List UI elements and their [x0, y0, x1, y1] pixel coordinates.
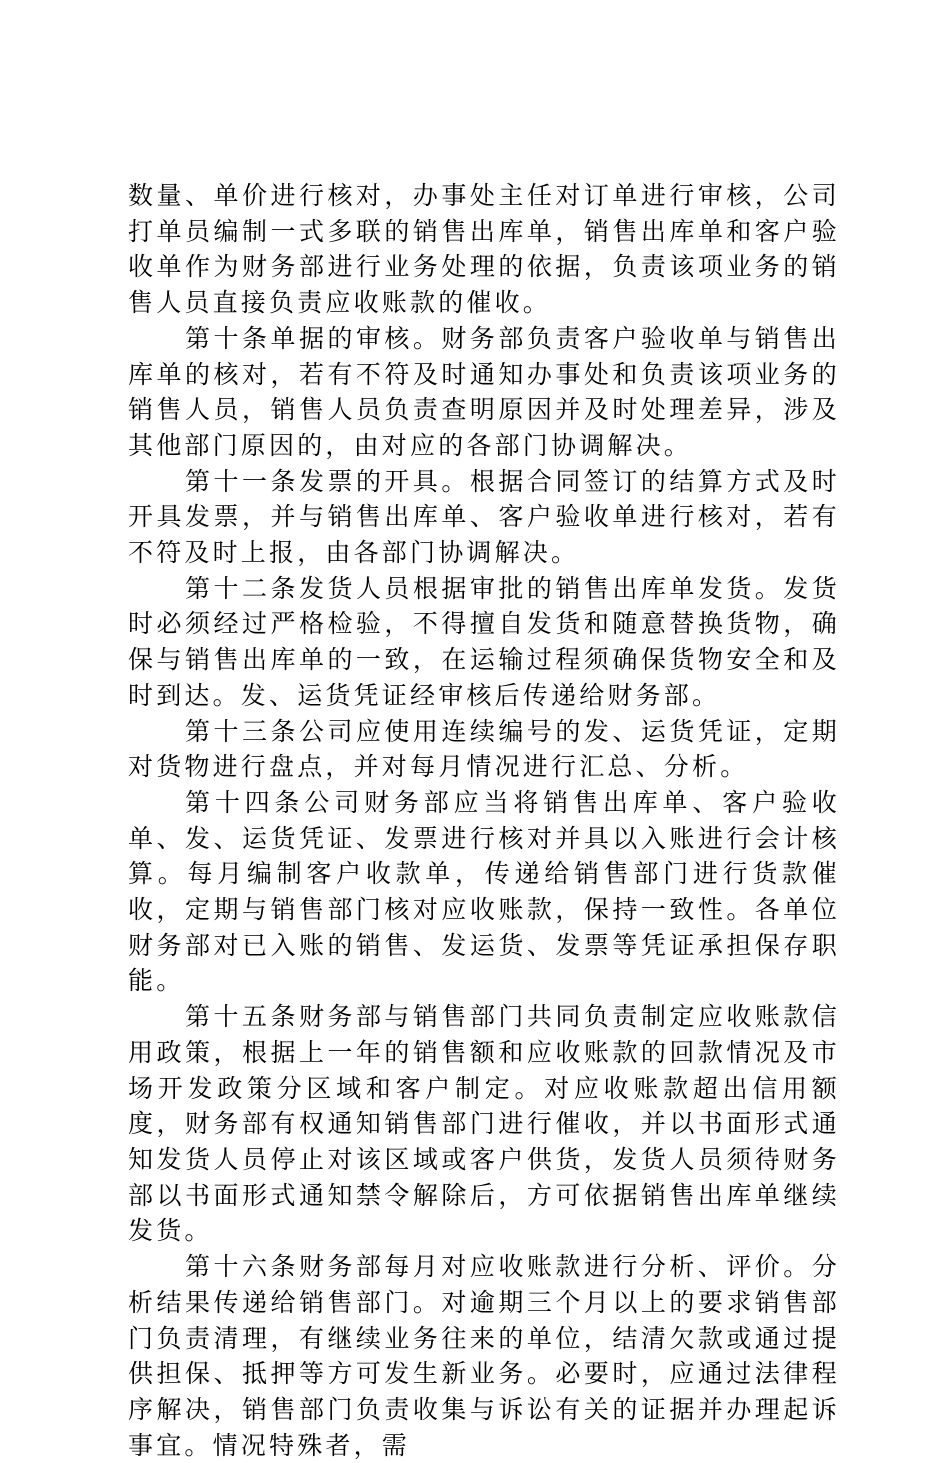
paragraph-article-11: 第十一条发票的开具。根据合同签订的结算方式及时开具发票，并与销售出库单、客户验收单进行核对，若有不符及时上报，由各部门协调解决。 — [128, 466, 840, 568]
paragraph-article-16: 第十六条财务部每月对应收账款进行分析、评价。分析结果传递给销售部门。对逾期三个月以上的要求销售部门负责清理，有继续业务往来的单位，结清欠款或通过提供担保、抵押等方可发生新业务。必要时，应通过法律程序解决，销售部门负责收集与诉讼有关的证据并办理起诉事宜。情况特殊者，需 — [128, 1252, 840, 1460]
paragraph-article-12: 第十二条发货人员根据审批的销售出库单发货。发货时必须经过严格检验，不得擅自发货和随意替换货物，确保与销售出库单的一致，在运输过程须确保货物安全和及时到达。发、运货凭证经审核后传递给财务部。 — [128, 573, 840, 710]
paragraph-article-13: 第十三条公司应使用连续编号的发、运货凭证，定期对货物进行盘点，并对每月情况进行汇总、分析。 — [128, 716, 840, 782]
paragraph-article-15: 第十五条财务部与销售部门共同负责制定应收账款信用政策，根据上一年的销售额和应收账款的回款情况及市场开发政策分区域和客户制定。对应收账款超出信用额度，财务部有权通知销售部门进行催收，并以书面形式通知发货人员停止对该区域或客户供货，发货人员须待财务部以书面形式通知禁令解除后，方可依据销售出库单继续发货。 — [128, 1002, 840, 1246]
paragraph-article-10: 第十条单据的审核。财务部负责客户验收单与销售出库单的核对，若有不符及时通知办事处和负责该项业务的销售人员，销售人员负责查明原因并及时处理差异，涉及其他部门原因的，由对应的各部门协调解决。 — [128, 323, 840, 460]
document-body — [128, 178, 840, 1463]
paragraph-article-14: 第十四条公司财务部应当将销售出库单、客户验收单、发、运货凭证、发票进行核对并具以入账进行会计核算。每月编制客户收款单，传递给销售部门进行货款催收，定期与销售部门核对应收账款，保持一致性。各单位财务部对已入账的销售、发运货、发票等凭证承担保存职能。 — [128, 787, 840, 996]
paragraph-continuation: 数量、单价进行核对，办事处主任对订单进行审核，公司打单员编制一式多联的销售出库单，销售出库单和客户验收单作为财务部进行业务处理的依据，负责该项业务的销售人员直接负责应收账款的催收。 — [128, 181, 840, 318]
